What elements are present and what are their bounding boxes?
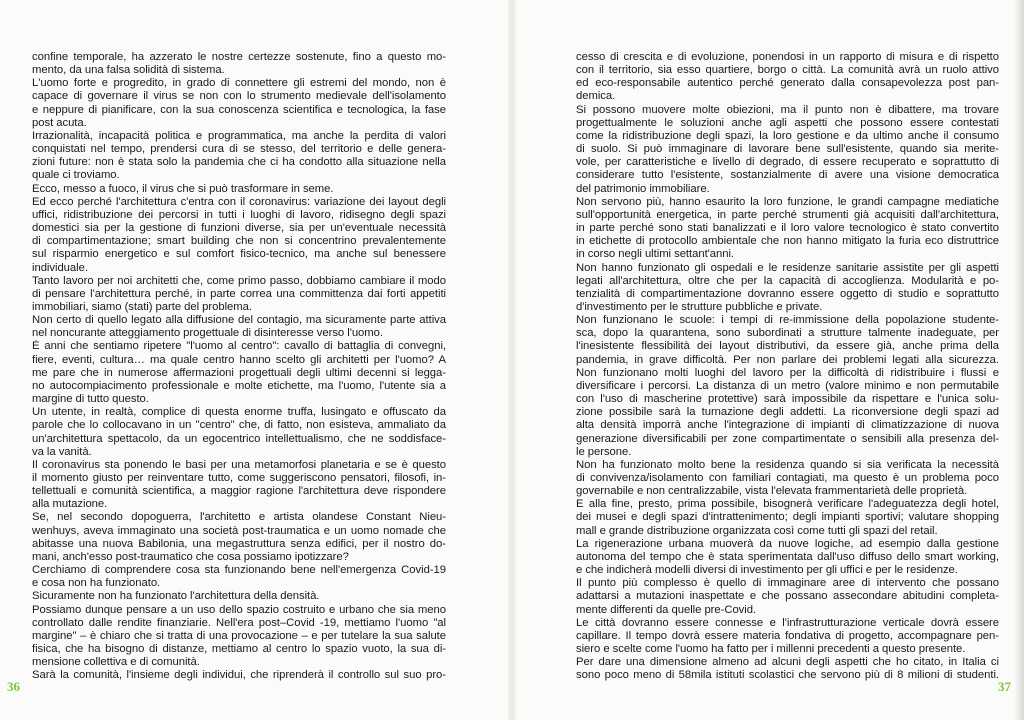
text-line: siero e scelte come l'uomo ha fatto per i millenni precedenti a questo presente.: [576, 643, 966, 656]
text-line: sca, dopo la quarantena, sono subordinati a strutture talmente inadeguate, per: [576, 327, 999, 340]
text-line: di convivenza/isolamento con familiari contagiati, ma questo è un problema poco: [576, 472, 999, 484]
text-line: margine" – è chiaro che si tratta di una provocazione – e per tutelare la sua salute: [32, 629, 446, 642]
text-line: La rigenerazione urbana muoverà da nuove logiche, ad esempio dalla gestione: [576, 537, 999, 550]
text-line: Non ha funzionato molto bene la residenza quando si sia verificata la necessità: [576, 458, 999, 471]
text-line: capace di governare il virus se non con lo strumento medievale dell'isolamento: [32, 90, 446, 103]
text-line: sul risparmio energetico e sul comfort fisico-tecnico, ma anche sul benessere: [32, 248, 446, 261]
text-line: È anni che sentiamo ripetere "l'uomo al centro": cavallo di battaglia di convegni,: [32, 340, 446, 353]
text-line: ed eco-responsabile autentico perché generato dalla consapevolezza post pan-: [576, 77, 999, 90]
text-line: d'investimento per le strutture pubbliche e private.: [576, 300, 823, 313]
text-line: Non hanno funzionato gli ospedali e le residenze sanitarie assistite per gli aspetti: [576, 261, 999, 274]
text-line: nel noncurante atteggiamento progettuale di disinteresse verso l'uomo.: [32, 327, 383, 340]
text-line: controllato dalle rendite finanziarie. Nell'era post–Covid -19, mettiamo l'uomo "al: [32, 616, 446, 629]
text-line: alta densità imporrà anche l'integrazione di impianti di climatizzazione di nuova: [576, 419, 999, 432]
page-edge-shadow: [1014, 0, 1024, 720]
text-line: progettualmente le soluzioni anche agli aspetti che possono essere contestati: [576, 116, 999, 129]
text-line: wenhuys, aveva immaginato una società post-traumatica e un uomo nomade che: [32, 524, 446, 537]
text-line: sull'opportunità energetica, in parte perché strumenti già acquisiti dall'architettura,: [576, 208, 999, 221]
text-line: margine di tutto questo.: [32, 393, 149, 406]
text-line: Se, nel secondo dopoguerra, l'architetto e artista olandese Constant Nieu-: [32, 511, 446, 524]
text-line: Per dare una dimensione almeno ad alcuni degli aspetti che ho citato, in Italia ci: [576, 656, 999, 669]
text-line: Si possono muovere molte obiezioni, ma il punto non è dibattere, ma trovare: [576, 103, 999, 116]
text-line: Irrazionalità, incapacità politica e programmatica, ma anche la perdita di valori: [32, 129, 446, 142]
text-line: fiere, eventi, cultura… ma quale centro hanno scelto gli architetti per l'uomo? A: [32, 353, 446, 366]
text-line: parole che lo collocavano in un "centro" che, di fatto, non esisteva, ammaliato da: [32, 419, 446, 432]
text-line: zioni future: non è stata solo la pandemia che ci ha condotto alla situazione nella: [32, 156, 446, 169]
text-line: in etichette di protocollo ambientale che non hanno mitigato la furia eco distruttrice: [576, 235, 999, 248]
text-line: domestici sia per la gestione di funzioni diverse, sia per un'eventuale necessità: [32, 222, 446, 235]
text-line: di compartimentazione; smart building che non si concentrino prevalentemente: [32, 235, 446, 248]
text-line: mensione collettiva e di comunità.: [32, 656, 200, 669]
text-line: mente differenti da quelle pre-Covid.: [576, 603, 757, 616]
text-line: conquistati nel tempo, prendersi cura di se stesso, del territorio e delle genera-: [32, 143, 446, 156]
text-line: Cerchiamo di comprendere cosa sta funzionando bene nell'emergenza Covid-19: [32, 564, 446, 577]
text-line: Ed ecco perché l'architettura c'entra con il coronavirus: variazione dei layout degli: [32, 195, 446, 208]
text-line: le persone.: [576, 445, 632, 458]
text-line: confine temporale, ha azzerato le nostre certezze sostenute, fino a questo mo-: [32, 51, 446, 63]
right-page-body-text: [576, 51, 999, 683]
text-line: di pensare l'architettura perché, in parte correa una committenza dai forti appetiti: [32, 287, 446, 300]
text-line: in parte perché sono stati banalizzati e il loro valore tecnologico è stato convertito: [576, 222, 999, 235]
text-line: generazione diversificabili per zone compartimentate o sensibili alla presenza del-: [576, 432, 999, 445]
text-line: Sarà la comunità, l'insieme degli individui, che riprenderà il controllo sul suo pro-: [32, 669, 446, 682]
text-line: zione possibile sarà la turnazione degli addetti. La riconversione degli spazi ad: [576, 406, 999, 419]
text-line: L'uomo forte e progredito, in grado di connettere gli estremi del mondo, non è: [32, 77, 446, 90]
text-line: alla mutazione.: [32, 498, 108, 511]
text-line: mall e grande distribuzione organizzata così come tutti gli spazi del retail.: [576, 524, 938, 537]
text-line: vole, per caratteristiche e livello di degrado, di essere recuperato e soprattutto di: [576, 156, 999, 169]
text-line: legati all'architettura, oltre che per la capacità di accoglienza. Modularità e po-: [576, 274, 999, 287]
text-line: adattarsi a mutazioni inaspettate e che possano assecondare abitudini completa-: [576, 590, 999, 603]
text-line: me pare che in numerose affermazioni progettuali degli ultimi decenni si legga-: [32, 366, 446, 379]
text-line: di suolo. Si può immaginare di lavorare bene sull'esistente, quando sia merite-: [576, 143, 999, 156]
left-page-number: 36: [7, 679, 20, 694]
text-line: capillare. Il tempo dovrà essere materia fondativa di progetto, accompagnare pen-: [576, 629, 999, 642]
text-line: considerare tutto l'esistente, sostanzialmente di avere una visione democratica: [576, 169, 999, 182]
text-line: individuale.: [32, 261, 88, 274]
text-line: Il coronavirus sta ponendo le basi per una metamorfosi planetaria e se è questo: [32, 458, 446, 471]
text-line: fisica, che ha bisogno di distanze, mettiamo al centro lo spazio vuoto, la sua di-: [32, 643, 446, 656]
text-line: sono poco meno di 58mila istituti scolastici che servono più di 8 milioni di studenti.: [576, 669, 999, 682]
text-line: quale ci troviamo.: [32, 169, 120, 182]
text-line: e neppure di pianificare, con la sua conoscenza scientifica e tecnologica, la fase: [32, 103, 446, 116]
text-line: dei musei e degli spazi d'intrattenimento; degli impianti sportivi; valutare shopping: [576, 511, 999, 524]
text-line: del patrimonio immobiliare.: [576, 182, 710, 195]
text-line: tellettuali e comunità scientifica, a maggior ragione l'architettura deve rispondere: [32, 485, 446, 498]
text-line: no autocompiacimento professionale e molte etichette, ma l'uomo, l'utente sia a: [32, 379, 446, 392]
text-line: il momento giusto per reinventare tutto, come suggeriscono pensatori, filosofi, in-: [32, 472, 446, 484]
right-page: [512, 0, 1024, 720]
text-line: Ecco, messo a fuoco, il virus che si può trasformare in seme.: [32, 182, 334, 195]
text-line: va la vanità.: [32, 445, 92, 458]
text-line: Non funzionano le scuole: i tempi di re-immissione della popolazione studente-: [576, 314, 999, 327]
text-line: Non servono più, hanno esaurito la loro funzione, le grandi campagne mediatiche: [576, 195, 999, 208]
text-line: uffici, ridistribuzione dei percorsi in tutti i luoghi di lavoro, ridisegno degli spazi: [32, 208, 446, 221]
text-line: post acuta.: [32, 116, 87, 129]
text-line: Le città dovranno essere connesse e l'infrastrutturazione verticale dovrà essere: [576, 616, 999, 629]
text-line: in corso negli ultimi settant'anni.: [576, 248, 735, 261]
text-line: autonoma del tempo che è stata sperimentata dall'uso diffuso dello smart working,: [576, 550, 999, 563]
text-line: pandemia, in grave difficoltà. Per non parlare dei problemi legati alla sicurezza.: [576, 353, 999, 366]
text-line: cesso di crescita e di evoluzione, ponendosi in un rapporto di misura e di rispetto: [576, 51, 999, 63]
text-line: Non funzionano molti luoghi del lavoro per la difficoltà di ridistribuire i flussi e: [576, 366, 999, 379]
text-line: demica.: [576, 90, 616, 103]
text-line: Possiamo dunque pensare a un uso dello spazio costruito e urbano che sia meno: [32, 603, 446, 616]
text-line: governabile e non centralizzabile, vista l'elevata frammentarietà delle proprietà.: [576, 485, 968, 498]
text-line: con il territorio, sia esso quartiere, borgo o città. La comunità avrà un ruolo attivo: [576, 64, 999, 77]
text-line: con l'uso di mascherine protettive) sarà impossibile da rispettare e l'unica solu-: [576, 393, 999, 406]
text-line: E alla fine, presto, prima possibile, bisognerà verificare l'adeguatezza degli hotel,: [576, 498, 999, 511]
left-page-body-text: [32, 51, 446, 683]
text-line: Il punto più complesso è quello di immaginare aree di intervento che possano: [576, 577, 999, 590]
text-line: Tanto lavoro per noi architetti che, come primo passo, dobbiamo cambiare il modo: [32, 274, 446, 287]
right-page-number: 37: [998, 679, 1011, 694]
text-line: e che indicherà modelli diversi di investimento per gli uffici e per le residenze.: [576, 564, 958, 577]
text-line: mani, anch'esso post-traumatico che cosa possiamo ipotizzare?: [32, 550, 349, 563]
text-line: abitasse una nuova Babilonia, una megastruttura senza edifici, per il nostro do-: [32, 537, 446, 550]
text-line: l'inesistente flessibilità dei layout distributivi, da essere già, anche prima della: [576, 340, 999, 353]
text-line: Sicuramente non ha funzionato l'architettura della densità.: [32, 590, 320, 603]
text-line: un'architettura spettacolo, da un egocentrico intellettualismo, che ne soddisface-: [32, 432, 446, 445]
text-line: Non certo di quello legato alla diffusione del contagio, ma sicuramente parte attiva: [32, 314, 446, 327]
text-line: diversificare i percorsi. La distanza di un metro (valore minimo e non permutabile: [576, 379, 999, 392]
text-line: tenzialità di compartimentazione dovranno essere oggetto di studio e soprattutto: [576, 287, 999, 300]
text-line: mento, da una falsa solidità di sistema.: [32, 64, 225, 77]
text-line: Un utente, in realtà, complice di questa enorme truffa, lusingato e offuscato da: [32, 406, 446, 419]
text-line: immobiliari, siamo (stati) parte del problema.: [32, 300, 252, 313]
text-line: e cosa non ha funzionato.: [32, 577, 161, 590]
text-line: come la ridistribuzione degli spazi, la loro gestione e da ultimo anche il consumo: [576, 129, 999, 142]
